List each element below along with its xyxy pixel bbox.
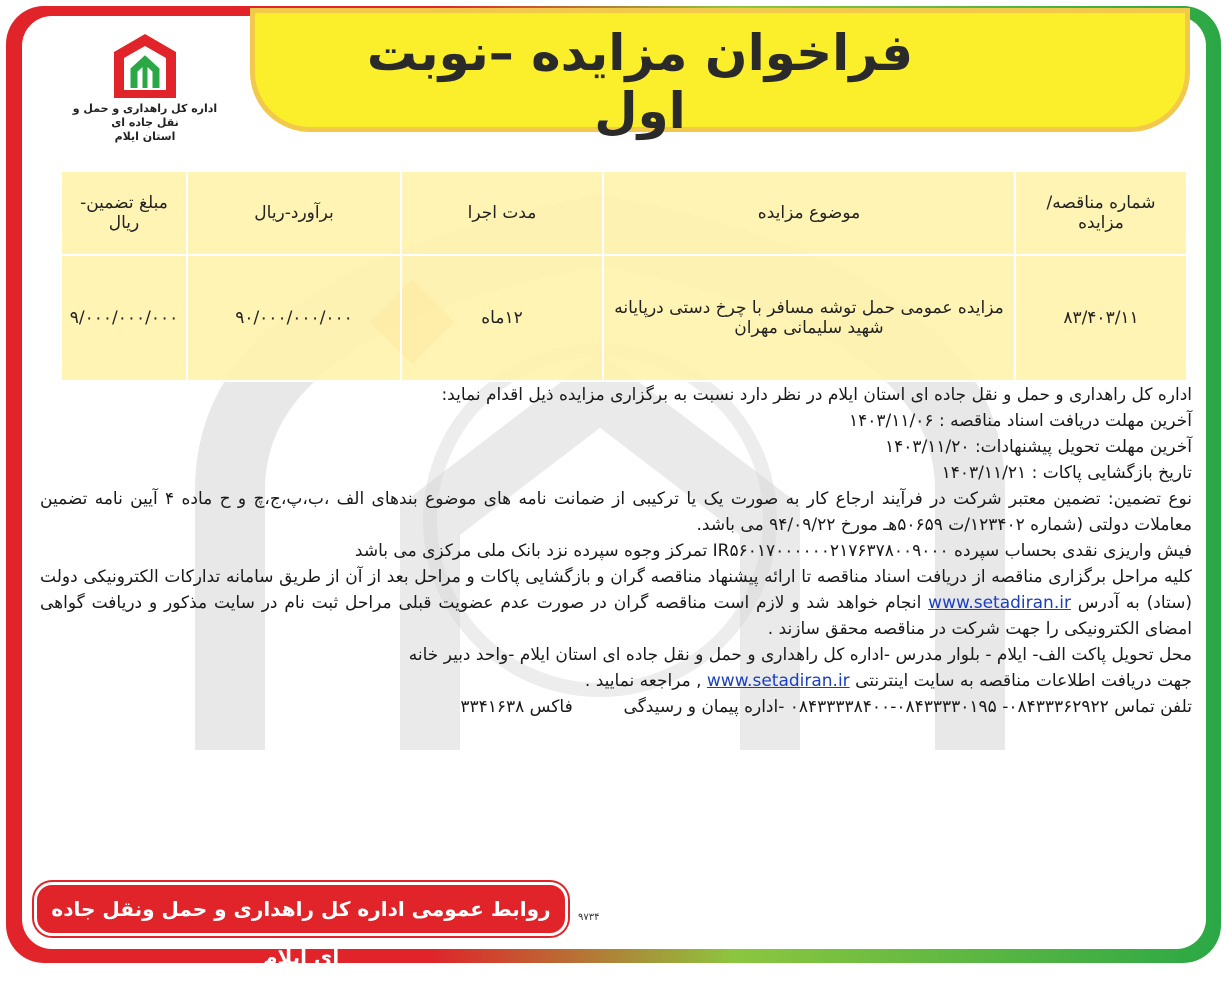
issue-number: ۹۷۳۴ xyxy=(578,912,600,923)
phone-numbers: تلفن تماس ۰۸۴۳۳۳۶۲۹۲۲- ۰۸۴۳۳۳۳۰۱۹۵-۰۸۴۳۳۳۳۸۴۰۰ -اداره پیمان و رسیدگی xyxy=(623,697,1192,717)
road-ministry-logo-icon xyxy=(110,30,180,102)
organization-logo xyxy=(60,30,230,150)
opening-date: تاریخ بازگشایی پاکات : ۱۴۰۳/۱۱/۲۱ xyxy=(941,463,1192,483)
info-text-part2: , مراجعه نمایید . xyxy=(584,671,702,691)
page-title: فراخوان مزایده –نوبت اول xyxy=(366,24,914,140)
setadiran-link-2[interactable]: www.setadiran.ir xyxy=(706,671,850,691)
fax-number: فاکس ۳۳۴۱۶۳۸ xyxy=(460,697,573,717)
deadline-offers: آخرین مهلت تحویل پیشنهادات: ۱۴۰۳/۱۱/۲۰ xyxy=(885,437,1192,457)
auction-table xyxy=(60,170,1188,382)
setadiran-link[interactable]: www.setadiran.ir xyxy=(928,593,1071,613)
cell-estimate: ۹۰/۰۰۰/۰۰۰/۰۰۰ xyxy=(187,255,401,381)
announcement-body xyxy=(40,382,1192,720)
intro-text: اداره کل راهداری و حمل و نقل جاده ای استان ایلام در نظر دارد نسبت به برگزاری مزایده ذیل اقدام نماید: xyxy=(441,385,1192,405)
public-relations-badge: روابط عمومی اداره کل راهداری و حمل ونقل جاده ای ایلام xyxy=(34,882,568,936)
table-header-row xyxy=(61,171,1187,255)
info-line xyxy=(40,668,1192,694)
cell-guarantee-amount: ۹/۰۰۰/۰۰۰/۰۰۰ xyxy=(61,255,187,381)
deadline-documents: آخرین مهلت دریافت اسناد مناقصه : ۱۴۰۳/۱۱/۰۶ xyxy=(849,411,1192,431)
org-name-line1: اداره کل راهداری و حمل و نقل جاده ای xyxy=(72,102,218,129)
cell-tender-number: ۸۳/۴۰۳/۱۱ xyxy=(1015,255,1187,381)
guarantee-type: نوع تضمین: تضمین معتبر شرکت در فرآیند ارجاع کار به صورت یک یا ترکیبی از ضمانت نامه های موضوع بندهای الف ،ب،پ،ج،چ و ح ماده ۴ آیین نامه تضمین معاملات دولتی (شماره ۱۲۳۴۰۲/ت ۵۰۶۵۹هـ مورخ ۹۴/۰۹/۲۲ می باشد. xyxy=(40,489,1192,535)
contact-line xyxy=(40,694,1192,720)
cell-duration: ۱۲ماه xyxy=(401,255,603,381)
header-guarantee-amount: مبلغ تضمین-ریال xyxy=(61,171,187,255)
info-text-part1: جهت دریافت اطلاعات مناقصه به سایت اینترنتی xyxy=(855,671,1192,691)
header-duration: مدت اجرا xyxy=(401,171,603,255)
delivery-location: محل تحویل پاکت الف- ایلام - بلوار مدرس -اداره کل راهداری و حمل و نقل جاده ای استان ایلام -واحد دبیر خانه xyxy=(408,645,1192,665)
process-text-part1: کلیه مراحل برگزاری مناقصه از دریافت اسناد مناقصه تا ارائه پیشنهاد مناقصه گران و بازگشایی پاکات و مراحل بعد از آن از طریق سامانه تدارکات الکترونیکی دولت (ستاد) به آدرس xyxy=(40,567,1192,613)
deposit-info: فیش واریزی نقدی بحساب سپرده IR۵۶۰۱۷۰۰۰۰۰۰۲۱۷۶۳۷۸۰۰۹۰۰۰ تمرکز وجوه سپرده نزد بانک ملی مرکزی می باشد xyxy=(354,541,1192,561)
table-row xyxy=(61,255,1187,381)
cell-subject: مزایده عمومی حمل توشه مسافر با چرخ دستی درپایانه شهید سلیمانی مهران xyxy=(603,255,1015,381)
header-estimate: برآورد-ریال xyxy=(187,171,401,255)
process-info xyxy=(40,564,1192,642)
process-text-part2: انجام خواهد شد و لازم است مناقصه گران در صورت عدم عضویت قبلی مراحل ثبت نام در سایت مذکور و دریافت گواهی امضای الکترونیکی را جهت شرکت در مناقصه محقق سازند . xyxy=(40,593,1192,639)
header-subject: موضوع مزایده xyxy=(603,171,1015,255)
header-tender-number: شماره مناقصه/ مزایده xyxy=(1015,171,1187,255)
org-name-line2: استان ایلام xyxy=(114,130,176,143)
